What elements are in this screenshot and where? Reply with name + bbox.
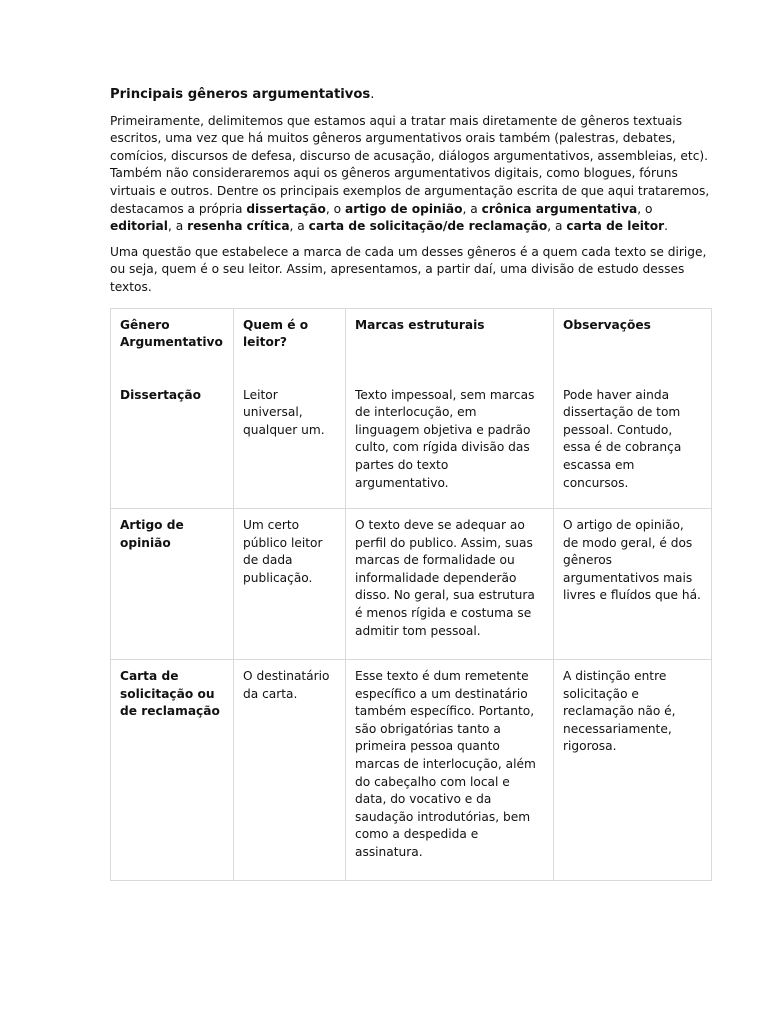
table-row: [111, 509, 712, 660]
table-row: [111, 367, 712, 509]
sep: , a: [547, 219, 567, 234]
cell-genero: Dissertação: [111, 367, 234, 509]
genre-carta-leitor: carta de leitor: [566, 219, 665, 234]
sep: , a: [289, 219, 309, 234]
genres-table: [110, 308, 712, 882]
sep: , a: [462, 201, 482, 216]
sep: .: [664, 219, 669, 234]
genre-editorial: editorial: [110, 219, 168, 234]
second-paragraph: Uma questão que estabelece a marca de cada um desses gêneros é a quem cada texto se dirige, ou seja, quem é o seu leitor. Assim, apresentamos, a partir daí, uma divisão de estudo desses textos.: [110, 244, 707, 294]
genre-artigo: artigo de opinião: [344, 201, 463, 216]
cell-observacoes: O artigo de opinião, de modo geral, é dos gêneros argumentativos mais livres e fluídos que há.: [554, 509, 712, 660]
cell-genero: Carta de solicitação ou de reclamação: [111, 660, 234, 881]
sep: , a: [167, 219, 188, 234]
document-page: [110, 86, 710, 881]
cell-observacoes: Pode haver ainda dissertação de tom pessoal. Contudo, essa é de cobrança escassa em concursos.: [554, 367, 712, 509]
title-period: .: [370, 87, 375, 102]
intro-text: Primeiramente, delimitemos que estamos aqui a tratar mais diretamente de gêneros textuais escritos, uma vez que há muitos gêneros argumentativos orais também (palestras, debates, comícios, discursos de defesa, discurso de acusação, diálogos argumentativos, assembleias, etc). Também não consideraremos aqui os gêneros argumentativos digitais, como blogues, fóruns virtuais e outros. Dentre os principais exemplos de argumentação escrita de que aqui trataremos, destacamos a própria: [110, 113, 710, 216]
genre-resenha: resenha crítica: [187, 219, 290, 234]
header-observacoes: Observações: [554, 308, 712, 367]
sep: , o: [325, 201, 345, 216]
table-header-row: [111, 308, 712, 367]
cell-marcas: Esse texto é dum remetente específico a um destinatário também específico. Portanto, são obrigatórias tanto a primeira pessoa quanto marcas de interlocução, além do cabeçalho com local e data, do vocativo e da saudação introdutórias, bem como a despedida e assinatura.: [346, 660, 554, 881]
header-genero: Gênero Argumentativo: [111, 308, 234, 367]
cell-leitor: Um certo público leitor de dada publicação.: [234, 509, 346, 660]
cell-marcas: Texto impessoal, sem marcas de interlocução, em linguagem objetiva e padrão culto, com rígida divisão das partes do texto argumentativo.: [346, 367, 554, 509]
cell-observacoes: A distinção entre solicitação e reclamação não é, necessariamente, rigorosa.: [554, 660, 712, 881]
genre-cronica: crônica argumentativa: [481, 201, 638, 216]
sep: , o: [637, 201, 653, 216]
cell-genero: Artigo de opinião: [111, 509, 234, 660]
genre-carta-solicitacao: carta de solicitação/de reclamação: [308, 219, 548, 234]
header-marcas: Marcas estruturais: [346, 308, 554, 367]
title-text: Principais gêneros argumentativos: [110, 87, 371, 102]
cell-leitor: O destinatário da carta.: [234, 660, 346, 881]
header-leitor: Quem é o leitor?: [234, 308, 346, 367]
cell-leitor: Leitor universal, qualquer um.: [234, 367, 346, 509]
intro-paragraph: [110, 113, 710, 236]
genre-dissertacao: dissertação: [246, 201, 326, 216]
document-title: [110, 86, 710, 104]
table-row: [111, 660, 712, 881]
cell-marcas: O texto deve se adequar ao perfil do publico. Assim, suas marcas de formalidade ou informalidade dependerão disso. No geral, sua estrutura é menos rígida e costuma se admitir tom pessoal.: [346, 509, 554, 660]
